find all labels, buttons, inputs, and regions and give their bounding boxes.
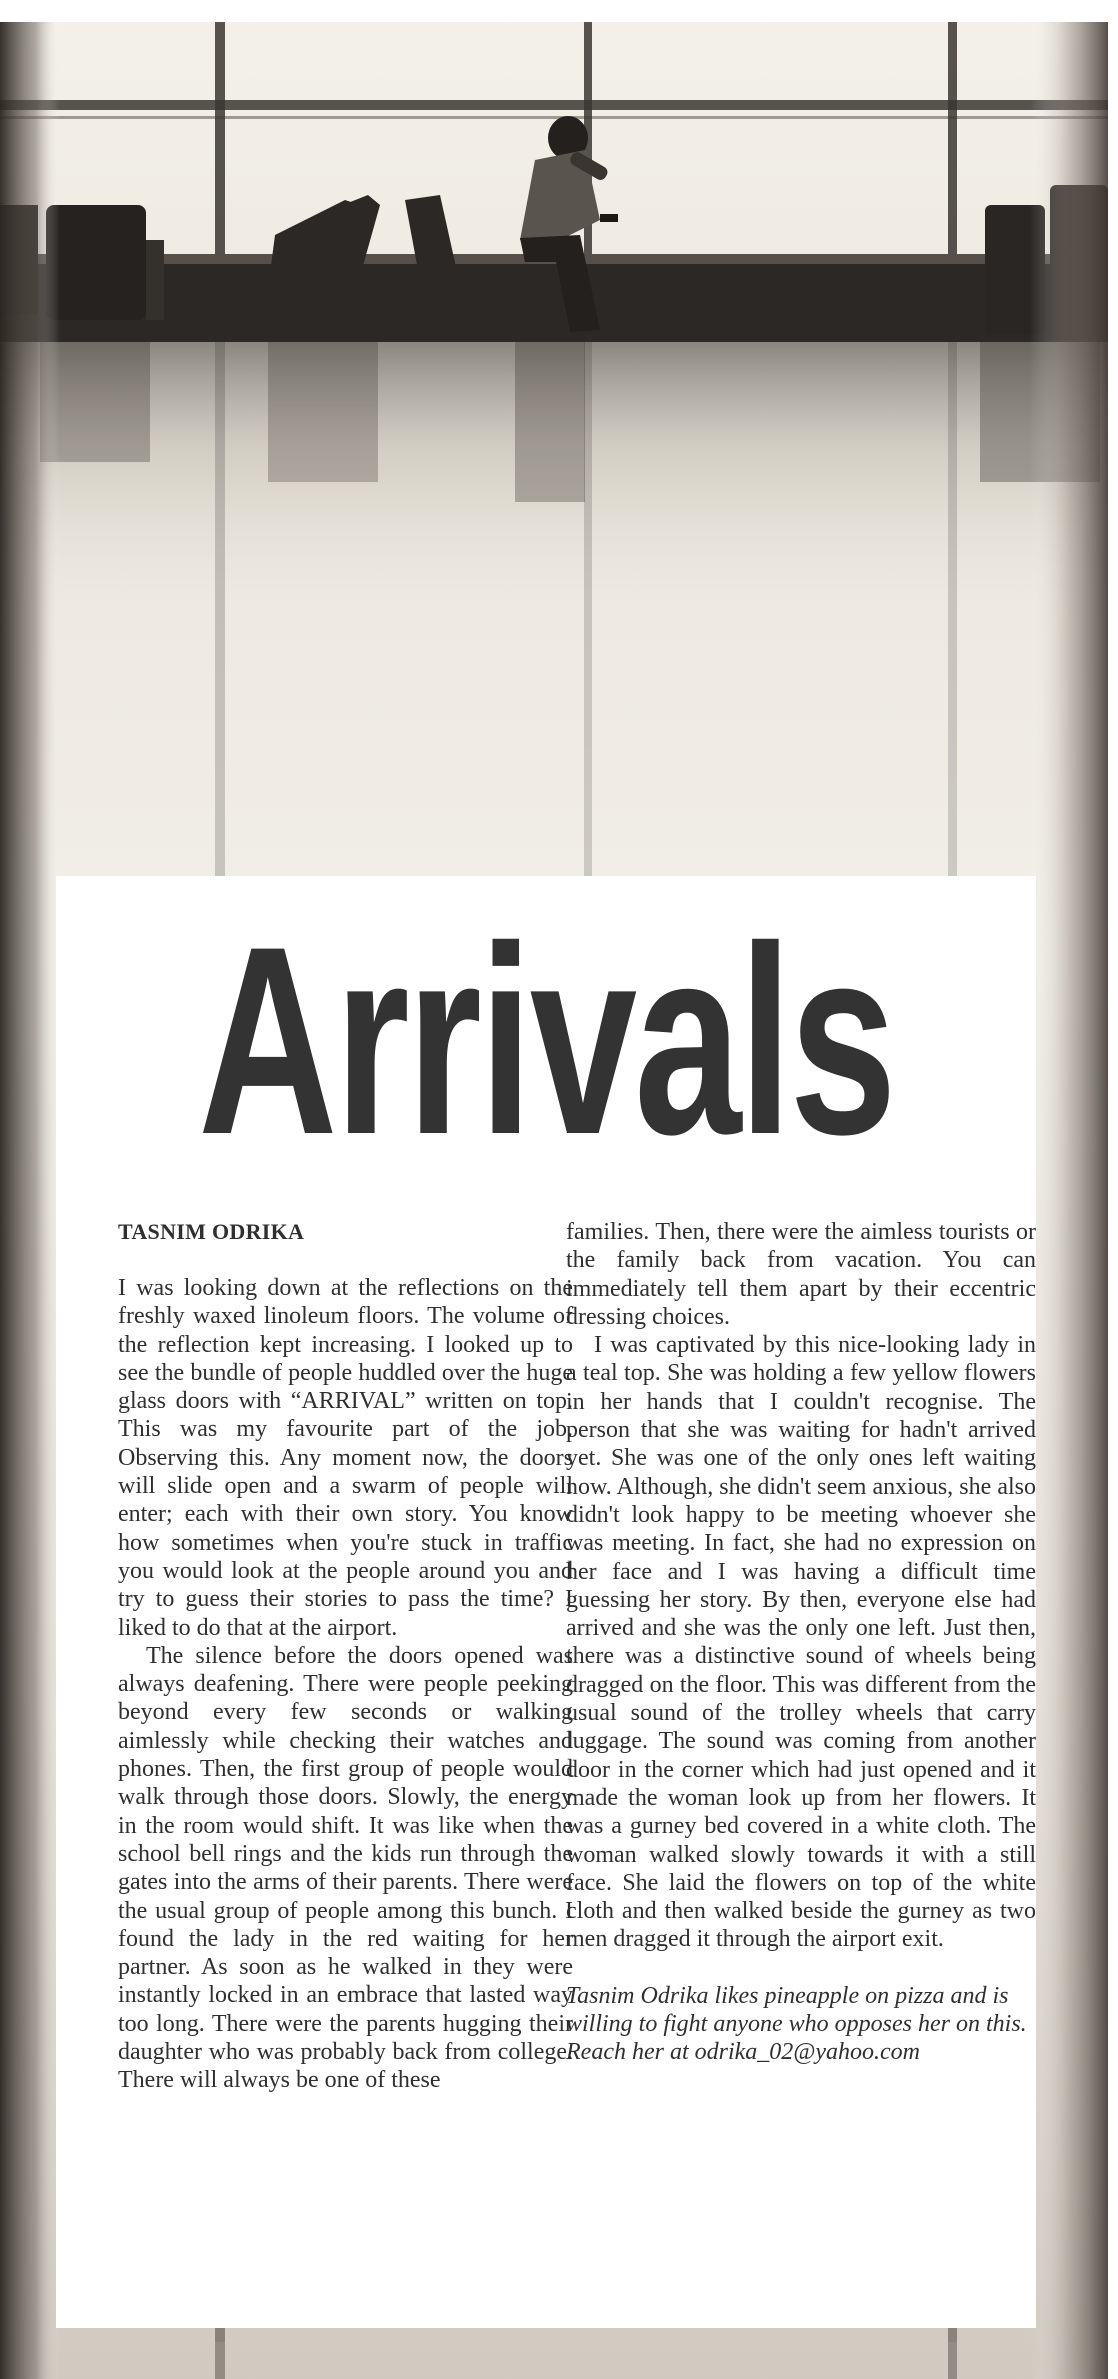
author-bio: Tasnim Odrika likes pineapple on pizza and is willing to fight anyone who opposes her on this. Reach her at odrika_02@yahoo.com	[566, 1982, 1027, 2066]
article-column-right	[566, 1218, 1036, 2067]
paragraph: The silence before the doors opened was always deafening. There were people peeking beyond every few seconds or walking aimlessly while checking their watches and phones. Then, the first group of people would walk through those doors. Slowly, the energy in the room would shift. It was like when the school bell rings and the kids run through the gates into the arms of their parents. There were the usual group of people among this bunch. I found the lady in the red waiting for her partner. As soon as he walked in they were instantly locked in an embrace that lasted way too long. There were the parents hugging their daughter who was probably back from college. There will always be one of these	[118, 1642, 573, 2094]
article-panel	[56, 876, 1036, 2328]
article-column-left	[118, 1218, 573, 2095]
right-margin	[1108, 0, 1118, 2379]
byline: TASNIM ODRIKA	[118, 1219, 305, 1244]
top-margin	[0, 0, 1118, 22]
headline: Arrivals	[198, 890, 894, 1190]
paragraph: I was captivated by this nice-looking lady in a teal top. She was holding a few yellow flowers in her hands that I couldn't recognise. The person that she was waiting for hadn't arrived yet. She was one of the only ones left waiting now. Although, she didn't seem anxious, she also didn't look happy to be meeting whoever she was meeting. In fact, she had no expression on her face and I was having a difficult time guessing her story. By then, everyone else had arrived and she was the only one left. Just then, there was a distinctive sound of wheels being dragged on the floor. This was different from the usual sound of the trolley wheels that carry luggage. The sound was coming from another door in the corner which had just opened and it made the woman look up from her flowers. It was a gurney bed covered in a white cloth. The woman walked slowly towards it with a still face. She laid the flowers on top of the white cloth and then walked beside the gurney as two men dragged it through the airport exit.	[566, 1332, 1036, 1953]
paragraph: I was looking down at the reflections on the freshly waxed linoleum floors. The volume of the reflection kept increasing. I looked up to see the bundle of people huddled over the huge glass doors with “ARRIVAL” written on top. This was my favourite part of the job. Observing this. Any moment now, the doors will slide open and a swarm of people will enter; each with their own story. You know how sometimes when you're stuck in traffic you would look at the people around you and try to guess their stories to pass the time? I liked to do that at the airport.	[118, 1275, 573, 1641]
paragraph: families. Then, there were the aimless tourists or the family back from vacation. You can immediately tell them apart by their eccentric dressing choices.	[566, 1219, 1036, 1330]
